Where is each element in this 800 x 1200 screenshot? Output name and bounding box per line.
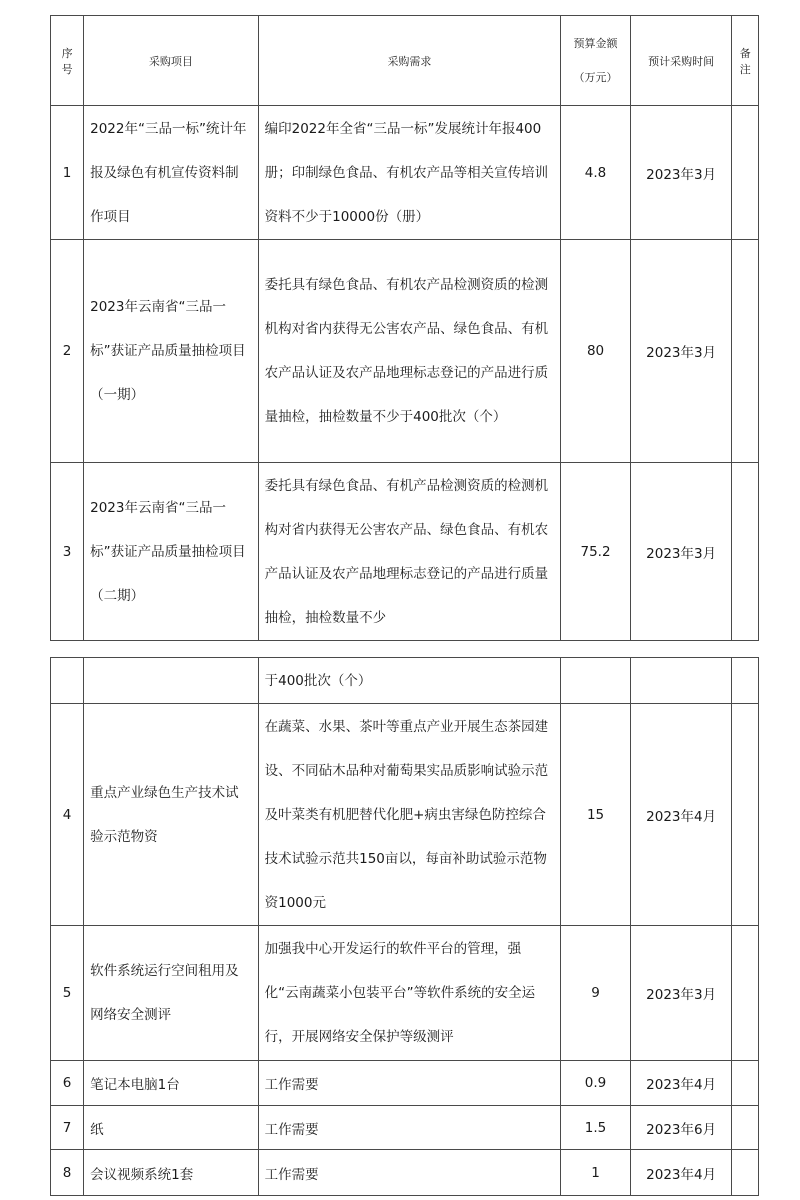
row-budget: 15 (561, 704, 631, 926)
row-demand: 工作需要 (258, 1061, 561, 1106)
procurement-table-part2 (50, 657, 759, 1196)
header-budget (561, 16, 631, 106)
table-row (51, 926, 759, 1061)
row-budget: 4.8 (561, 106, 631, 240)
row-item: 笔记本电脑1台 (84, 1061, 259, 1106)
row-index: 7 (51, 1106, 84, 1150)
row-item: 重点产业绿色生产技术试验示范物资 (84, 704, 259, 926)
table-row (51, 1150, 759, 1196)
row-budget: 9 (561, 926, 631, 1061)
row-budget: 0.9 (561, 1061, 631, 1106)
table-header-row (51, 16, 759, 106)
continuation-demand: 于400批次（个） (258, 658, 561, 704)
row-index: 8 (51, 1150, 84, 1196)
row-demand: 委托具有绿色食品、有机产品检测资质的检测机构对省内获得无公害农产品、绿色食品、有机农产品认证及农产品地理标志登记的产品进行质量抽检，抽检数量不少 (258, 463, 561, 641)
row-index: 3 (51, 463, 84, 641)
row-note (732, 1106, 759, 1150)
table-row (51, 240, 759, 463)
header-index: 序号 (51, 16, 84, 106)
row-note (732, 926, 759, 1061)
table-row (51, 1061, 759, 1106)
row-note (732, 1150, 759, 1196)
row-item: 软件系统运行空间租用及网络安全测评 (84, 926, 259, 1061)
row-demand: 工作需要 (258, 1150, 561, 1196)
row-budget: 80 (561, 240, 631, 463)
row-time: 2023年3月 (630, 240, 732, 463)
row-note (732, 240, 759, 463)
row-time: 2023年4月 (630, 704, 732, 926)
row-note (732, 704, 759, 926)
header-time: 预计采购时间 (630, 16, 732, 106)
row-item: 纸 (84, 1106, 259, 1150)
row-item: 会议视频系统1套 (84, 1150, 259, 1196)
row-index: 5 (51, 926, 84, 1061)
row-time: 2023年4月 (630, 1061, 732, 1106)
header-budget-line1: 预算金额 (573, 36, 618, 50)
header-budget-line2: （万元） (573, 70, 618, 84)
row-index: 2 (51, 240, 84, 463)
row-item: 2022年“三品一标”统计年报及绿色有机宣传资料制作项目 (84, 106, 259, 240)
procurement-table-part1 (50, 15, 759, 641)
row-item: 2023年云南省“三品一标”获证产品质量抽检项目（一期） (84, 240, 259, 463)
row-time: 2023年4月 (630, 1150, 732, 1196)
row-note (732, 463, 759, 641)
row-demand: 编印2022年全省“三品一标”发展统计年报400册；印制绿色食品、有机农产品等相关宣传培训资料不少于10000份（册） (258, 106, 561, 240)
table-row (51, 704, 759, 926)
row-demand: 工作需要 (258, 1106, 561, 1150)
header-note: 备注 (732, 16, 759, 106)
row-budget: 75.2 (561, 463, 631, 641)
header-item: 采购项目 (84, 16, 259, 106)
table-row (51, 463, 759, 641)
table-row (51, 1106, 759, 1150)
row-index: 6 (51, 1061, 84, 1106)
row-note (732, 106, 759, 240)
row-time: 2023年3月 (630, 463, 732, 641)
row-budget: 1.5 (561, 1106, 631, 1150)
header-demand: 采购需求 (258, 16, 561, 106)
row-note (732, 1061, 759, 1106)
row-index: 1 (51, 106, 84, 240)
row-budget: 1 (561, 1150, 631, 1196)
row-demand: 在蔬菜、水果、茶叶等重点产业开展生态茶园建设、不同砧木品种对葡萄果实品质影响试验示范及叶菜类有机肥替代化肥+病虫害绿色防控综合技术试验示范共150亩以，每亩补助试验示范物资1000元 (258, 704, 561, 926)
row-demand: 加强我中心开发运行的软件平台的管理，强化“云南蔬菜小包装平台”等软件系统的安全运行，开展网络安全保护等级测评 (258, 926, 561, 1061)
row-demand: 委托具有绿色食品、有机农产品检测资质的检测机构对省内获得无公害农产品、绿色食品、有机农产品认证及农产品地理标志登记的产品进行质量抽检，抽检数量不少于400批次（个） (258, 240, 561, 463)
row-time: 2023年6月 (630, 1106, 732, 1150)
continuation-row (51, 658, 759, 704)
table-row (51, 106, 759, 240)
row-time: 2023年3月 (630, 106, 732, 240)
row-item: 2023年云南省“三品一标”获证产品质量抽检项目（二期） (84, 463, 259, 641)
row-time: 2023年3月 (630, 926, 732, 1061)
row-index: 4 (51, 704, 84, 926)
